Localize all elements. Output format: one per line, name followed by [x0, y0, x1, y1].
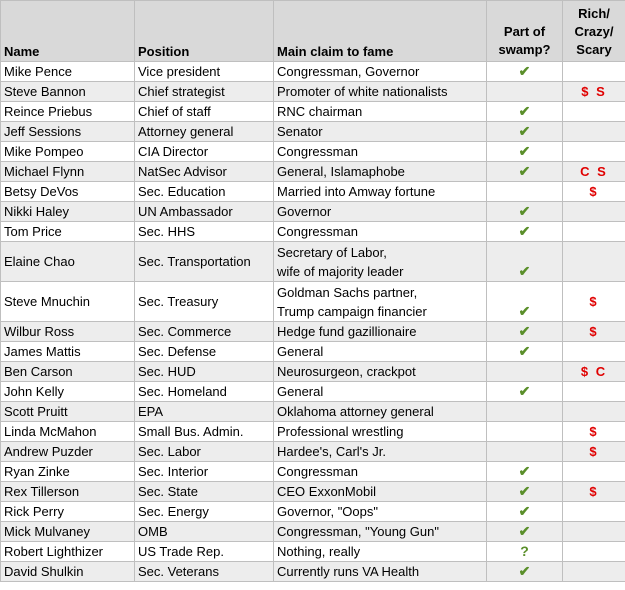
claim-to-fame [274, 502, 487, 522]
flags [563, 402, 625, 422]
position: OMB [135, 522, 274, 542]
claim-to-fame [274, 182, 487, 202]
claim-to-fame [274, 142, 487, 162]
table-row [1, 402, 625, 422]
claim-line: Congressman, Governor [277, 64, 420, 79]
table-row [1, 142, 625, 162]
table-row [1, 162, 625, 182]
table-row [1, 322, 625, 342]
table-row [1, 342, 625, 362]
table-row [1, 122, 625, 142]
header-name: Name [1, 1, 135, 62]
person-name: Steve Bannon [1, 82, 135, 102]
person-name: Ben Carson [1, 362, 135, 382]
claim-to-fame [274, 62, 487, 82]
swamp-mark [487, 442, 563, 462]
person-name: Ryan Zinke [1, 462, 135, 482]
table-row [1, 562, 625, 582]
position: Small Bus. Admin. [135, 422, 274, 442]
claim-line: Oklahoma attorney general [277, 404, 434, 419]
position: Chief strategist [135, 82, 274, 102]
swamp-mark [487, 402, 563, 422]
flags [563, 222, 625, 242]
check-icon: ✔ [487, 522, 563, 542]
person-name: Linda McMahon [1, 422, 135, 442]
check-icon: ✔ [487, 382, 563, 402]
claim-to-fame [274, 202, 487, 222]
claim-to-fame [274, 342, 487, 362]
check-icon: ✔ [487, 282, 563, 322]
table-row [1, 502, 625, 522]
table-row [1, 222, 625, 242]
check-icon: ✔ [487, 342, 563, 362]
flags [563, 382, 625, 402]
position: Sec. Transportation [135, 242, 274, 282]
claim-to-fame [274, 362, 487, 382]
flags [563, 242, 625, 282]
person-name: Mike Pence [1, 62, 135, 82]
claim-line: CEO ExxonMobil [277, 484, 376, 499]
flags [563, 522, 625, 542]
position: CIA Director [135, 142, 274, 162]
check-icon: ✔ [487, 62, 563, 82]
claim-to-fame [274, 162, 487, 182]
flags: $ [563, 442, 625, 462]
check-icon: ✔ [487, 462, 563, 482]
table-row [1, 182, 625, 202]
person-name: Reince Priebus [1, 102, 135, 122]
position: UN Ambassador [135, 202, 274, 222]
person-name: Tom Price [1, 222, 135, 242]
swamp-mark: ? [487, 542, 563, 562]
table-row [1, 102, 625, 122]
check-icon: ✔ [487, 122, 563, 142]
header-position: Position [135, 1, 274, 62]
position: Sec. HHS [135, 222, 274, 242]
check-icon: ✔ [487, 102, 563, 122]
table-row [1, 242, 625, 282]
check-icon: ✔ [487, 562, 563, 582]
person-name: Betsy DeVos [1, 182, 135, 202]
flags [563, 102, 625, 122]
swamp-mark [487, 362, 563, 382]
table-body [1, 62, 625, 582]
header-swamp: Part of swamp? [487, 1, 563, 62]
position: Vice president [135, 62, 274, 82]
claim-line: RNC chairman [277, 104, 363, 119]
position: Sec. Homeland [135, 382, 274, 402]
person-name: Nikki Haley [1, 202, 135, 222]
flags: $ [563, 422, 625, 442]
flags [563, 202, 625, 222]
claim-to-fame [274, 482, 487, 502]
claim-line: Congressman [277, 224, 358, 239]
flags: $ S [563, 82, 625, 102]
claim-to-fame [274, 242, 487, 282]
table-row [1, 462, 625, 482]
claim-line: Hardee's, Carl's Jr. [277, 444, 386, 459]
claim-line: Married into Amway fortune [277, 184, 436, 199]
position: Sec. Veterans [135, 562, 274, 582]
person-name: James Mattis [1, 342, 135, 362]
person-name: Mick Mulvaney [1, 522, 135, 542]
table-row [1, 442, 625, 462]
table-row [1, 422, 625, 442]
claim-to-fame [274, 402, 487, 422]
person-name: Elaine Chao [1, 242, 135, 282]
position: Sec. Commerce [135, 322, 274, 342]
claim-to-fame [274, 82, 487, 102]
check-icon: ✔ [487, 142, 563, 162]
claim-to-fame [274, 222, 487, 242]
claim-line: Nothing, really [277, 544, 361, 559]
claim-to-fame [274, 122, 487, 142]
table-row [1, 282, 625, 322]
position: Sec. Energy [135, 502, 274, 522]
person-name: Wilbur Ross [1, 322, 135, 342]
person-name: Mike Pompeo [1, 142, 135, 162]
claim-line: Currently runs VA Health [277, 564, 420, 579]
position: EPA [135, 402, 274, 422]
flags: $ [563, 282, 625, 322]
position: Sec. Treasury [135, 282, 274, 322]
claim-to-fame [274, 422, 487, 442]
swamp-mark [487, 82, 563, 102]
table-row [1, 202, 625, 222]
flags [563, 62, 625, 82]
claim-line: Congressman, "Young Gun" [277, 524, 439, 539]
claim-line: Professional wrestling [277, 424, 404, 439]
position: Attorney general [135, 122, 274, 142]
claim-line: Governor, "Oops" [277, 504, 378, 519]
claim-line: Neurosurgeon, crackpot [277, 364, 416, 379]
header-claim: Main claim to fame [274, 1, 487, 62]
table-row [1, 82, 625, 102]
person-name: Rex Tillerson [1, 482, 135, 502]
flags: $ [563, 322, 625, 342]
position: Sec. Defense [135, 342, 274, 362]
flags: $ [563, 182, 625, 202]
check-icon: ✔ [487, 502, 563, 522]
person-name: John Kelly [1, 382, 135, 402]
check-icon: ✔ [487, 242, 563, 282]
check-icon: ✔ [487, 482, 563, 502]
header-flags: Rich/ Crazy/ Scary [563, 1, 625, 62]
person-name: Andrew Puzder [1, 442, 135, 462]
check-icon: ✔ [487, 322, 563, 342]
claim-line: Goldman Sachs partner, [277, 284, 418, 300]
claim-line: General [277, 344, 324, 359]
position: Sec. HUD [135, 362, 274, 382]
claim-line: General [277, 384, 324, 399]
flags [563, 562, 625, 582]
table-row [1, 542, 625, 562]
claim-to-fame [274, 542, 487, 562]
person-name: David Shulkin [1, 562, 135, 582]
person-name: Jeff Sessions [1, 122, 135, 142]
person-name: Rick Perry [1, 502, 135, 522]
table-row [1, 482, 625, 502]
person-name: Steve Mnuchin [1, 282, 135, 322]
flags: $ [563, 482, 625, 502]
claim-line: wife of majority leader [277, 263, 404, 279]
claim-line: Congressman [277, 464, 358, 479]
person-name: Michael Flynn [1, 162, 135, 182]
claim-to-fame [274, 442, 487, 462]
flags: $ C [563, 362, 625, 382]
swamp-mark [487, 422, 563, 442]
header-row [1, 1, 625, 62]
check-icon: ✔ [487, 162, 563, 182]
position: Sec. Labor [135, 442, 274, 462]
check-icon: ✔ [487, 222, 563, 242]
claim-line: Secretary of Labor, [277, 244, 387, 260]
claim-line: Hedge fund gazillionaire [277, 324, 417, 339]
claim-to-fame [274, 382, 487, 402]
person-name: Scott Pruitt [1, 402, 135, 422]
claim-to-fame [274, 462, 487, 482]
position: Sec. Education [135, 182, 274, 202]
flags [563, 462, 625, 482]
flags [563, 502, 625, 522]
claim-line: Senator [277, 124, 323, 139]
person-name: Robert Lighthizer [1, 542, 135, 562]
table-row [1, 362, 625, 382]
flags [563, 542, 625, 562]
claim-line: Congressman [277, 144, 358, 159]
claim-to-fame [274, 562, 487, 582]
table-row [1, 382, 625, 402]
flags: C S [563, 162, 625, 182]
check-icon: ✔ [487, 202, 563, 222]
claim-to-fame [274, 322, 487, 342]
claim-line: Trump campaign financier [277, 303, 427, 319]
position: Sec. Interior [135, 462, 274, 482]
position: US Trade Rep. [135, 542, 274, 562]
claim-to-fame [274, 522, 487, 542]
position: Sec. State [135, 482, 274, 502]
table-row [1, 522, 625, 542]
claim-line: General, Islamaphobe [277, 164, 405, 179]
position: NatSec Advisor [135, 162, 274, 182]
claim-to-fame [274, 102, 487, 122]
claim-line: Promoter of white nationalists [277, 84, 448, 99]
flags [563, 142, 625, 162]
flags [563, 342, 625, 362]
claim-line: Governor [277, 204, 332, 219]
claim-to-fame [274, 282, 487, 322]
flags [563, 122, 625, 142]
table-row [1, 62, 625, 82]
swamp-mark [487, 182, 563, 202]
position: Chief of staff [135, 102, 274, 122]
